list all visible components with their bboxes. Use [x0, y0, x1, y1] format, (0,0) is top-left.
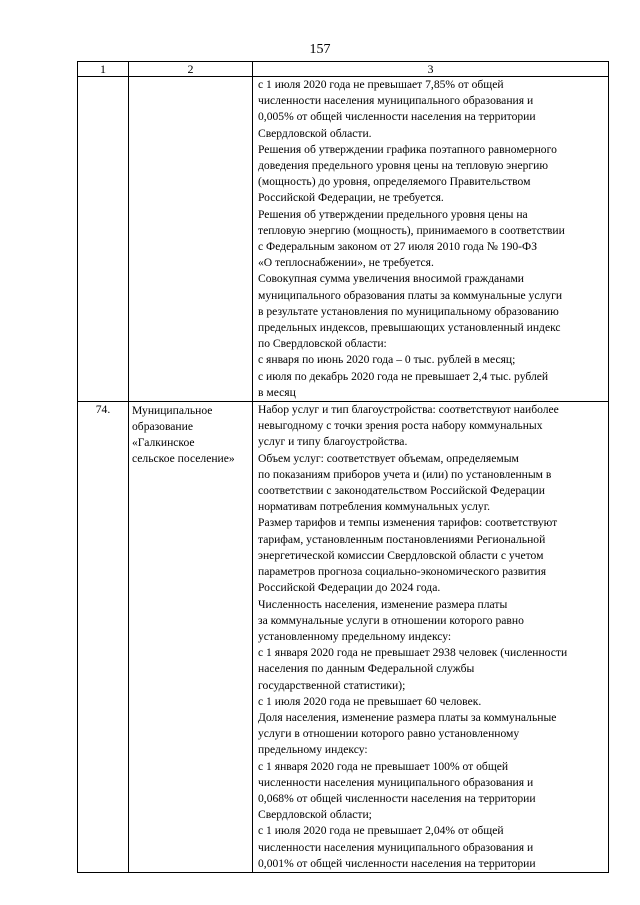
text-line: предельному индексу: [258, 743, 368, 757]
text-line: доведения предельного уровня цены на тепловую энергию [258, 159, 549, 173]
text-line: нормативам потребления коммунальных услуг. [258, 500, 491, 514]
text-line: тарифам, установленным постановлениями Региональной [258, 532, 546, 546]
row-74-org-lines [129, 402, 252, 467]
document-table [77, 61, 609, 873]
header-col-2: 2 [129, 62, 253, 77]
org-name-line: Муниципальное [132, 404, 213, 418]
header-col-3: 3 [253, 62, 609, 77]
text-line: Свердловской области; [258, 808, 372, 822]
table-row-continued [78, 77, 609, 402]
text-line: с июля по декабрь 2020 года не превышает 2,4 тыс. рублей [258, 369, 549, 383]
org-name-line: «Галкинское [132, 436, 195, 450]
text-line: Численность населения, изменение размера платы [258, 597, 508, 611]
row-74-lines [253, 402, 608, 872]
text-line: с 1 июля 2020 года не превышает 7,85% от общей [258, 78, 504, 91]
text-line: соответствии с законодательством Российской Федерации [258, 484, 545, 498]
text-line: Доля населения, изменение размера платы за коммунальные [258, 710, 557, 724]
text-line: государственной статистики); [258, 678, 406, 692]
row-continued-number [78, 77, 129, 402]
text-line: установленному предельному индексу: [258, 629, 452, 643]
row-continued-lines [253, 77, 608, 401]
text-line: предельных индексов, превышающих установленный индекс [258, 321, 561, 335]
text-line: тепловую энергию (мощность), принимаемого в соответствии [258, 223, 565, 237]
text-line: Решения об утверждении предельного уровня цены на [258, 207, 528, 221]
text-line: по Свердловской области: [258, 337, 387, 351]
header-col-1: 1 [78, 62, 129, 77]
text-line: с 1 июля 2020 года не превышает 2,04% от общей [258, 824, 504, 838]
text-line: численности населения муниципального образования и [258, 840, 534, 854]
table-header-row [78, 62, 609, 77]
text-line: населения по данным Федеральной службы [258, 662, 475, 676]
text-line: Свердловской области. [258, 126, 372, 140]
text-line: за коммунальные услуги в отношении которого равно [258, 613, 524, 627]
text-line: Объем услуг: соответствует объемам, определяемым [258, 451, 519, 465]
text-line: услуги в отношении которого равно установленному [258, 727, 520, 741]
text-line: «О теплоснабжении», не требуется. [258, 256, 434, 270]
text-line: Российской Федерации до 2024 года. [258, 581, 441, 595]
row-continued-text [253, 77, 609, 402]
text-line: численности населения муниципального образования и [258, 94, 534, 108]
text-line: 0,005% от общей численности населения на территории [258, 110, 536, 124]
row-continued-org [129, 77, 253, 402]
row-74-org-cell [129, 402, 253, 873]
text-line: в результате установления по муниципальному образованию [258, 304, 559, 318]
text-line: Совокупная сумма увеличения вносимой гражданами [258, 272, 524, 286]
text-line: Размер тарифов и темпы изменения тарифов: соответствуют [258, 516, 558, 530]
text-line: параметров прогноза социально-экономического развития [258, 565, 547, 579]
text-line: услуг и типу благоустройства. [258, 435, 408, 449]
text-line: 0,068% от общей численности населения на территории [258, 791, 536, 805]
text-line: энергетической комиссии Свердловской области с учетом [258, 548, 544, 562]
text-line: 0,001% от общей численности населения на территории [258, 856, 536, 870]
org-name-line: образование [132, 420, 193, 434]
text-line: Решения об утверждении графика поэтапного равномерного [258, 142, 557, 156]
row-74-number: 74. [78, 402, 129, 873]
text-line: с января по июнь 2020 года – 0 тыс. рублей в месяц; [258, 353, 516, 367]
text-line: невыгодному с точки зрения роста набору коммунальных [258, 419, 543, 433]
text-line: муниципального образования платы за коммунальные услуги [258, 288, 563, 302]
text-line: (мощность) до уровня, определяемого Правительством [258, 175, 531, 189]
text-line: с Федеральным законом от 27 июля 2010 года № 190-ФЗ [258, 240, 538, 254]
page-number: 157 [309, 42, 331, 57]
text-line: с 1 января 2020 года не превышает 2938 человек (численности [258, 646, 568, 660]
row-74-text-cell [253, 402, 609, 873]
text-line: по показаниям приборов учета и (или) по установленным в [258, 467, 552, 481]
text-line: Российской Федерации, не требуется. [258, 191, 444, 205]
table-row-74 [78, 402, 609, 873]
text-line: в месяц [258, 385, 296, 399]
text-line: с 1 января 2020 года не превышает 100% от общей [258, 759, 509, 773]
text-line: с 1 июля 2020 года не превышает 60 человек. [258, 694, 482, 708]
text-line: численности населения муниципального образования и [258, 775, 534, 789]
org-name-line: сельское поселение» [132, 452, 235, 466]
text-line: Набор услуг и тип благоустройства: соответствуют наиболее [258, 403, 559, 417]
